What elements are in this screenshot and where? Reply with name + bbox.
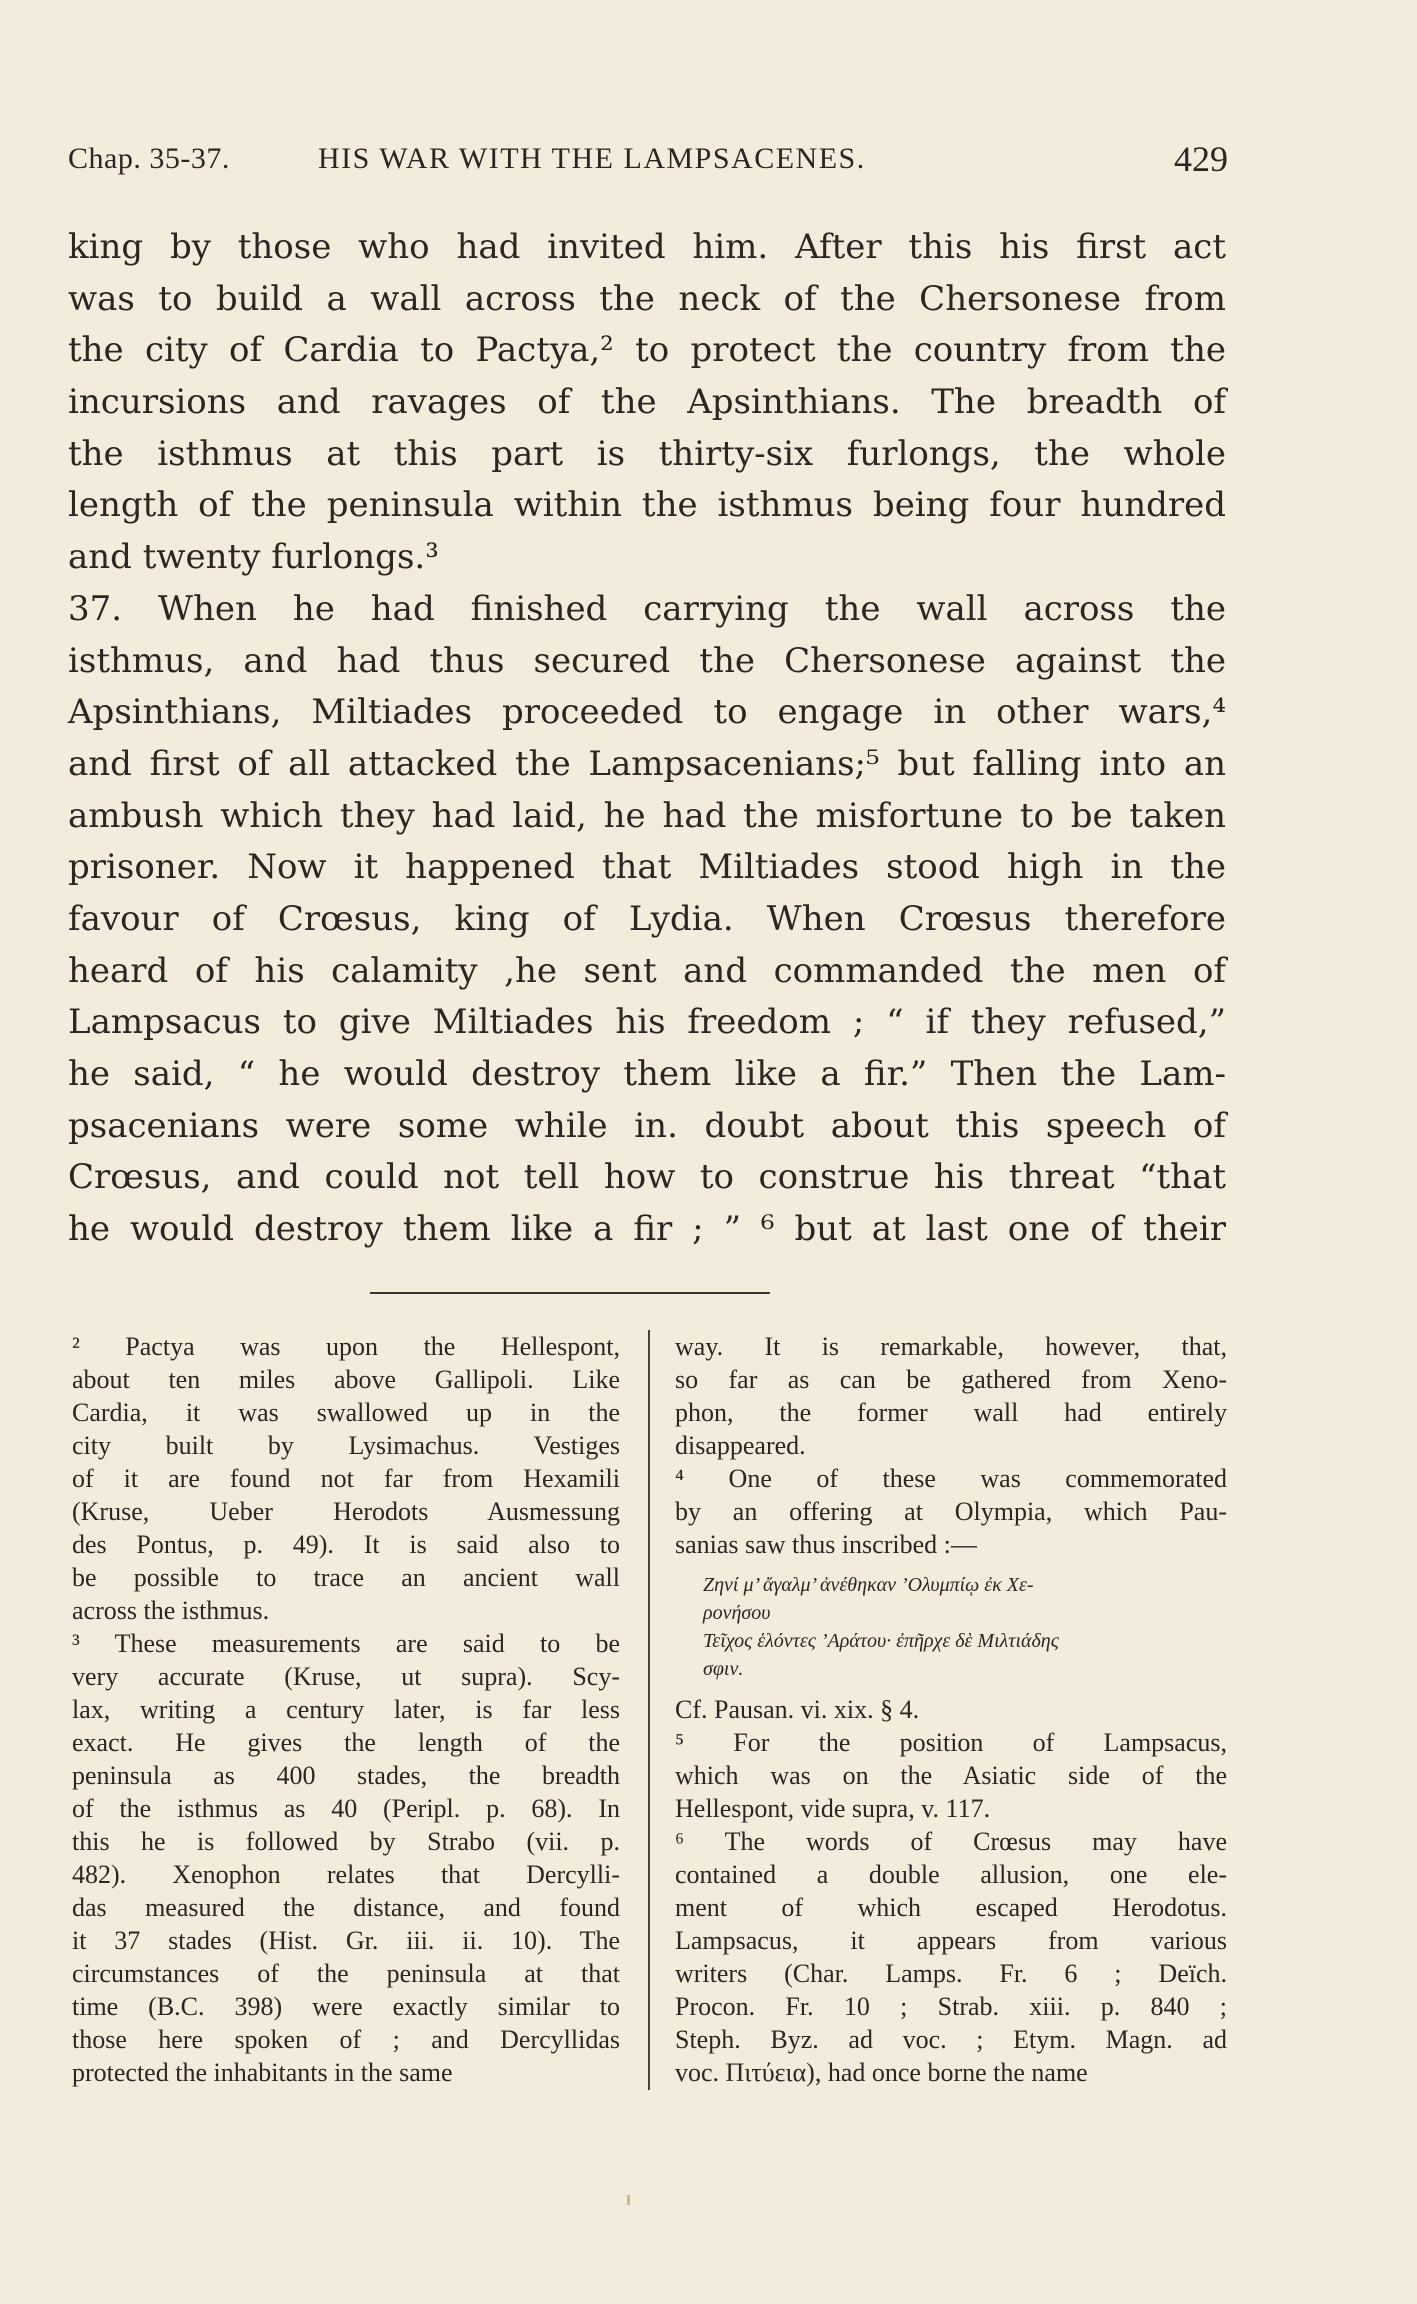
- footnote-line: across the isthmus.: [72, 1596, 270, 1625]
- footnote-line: disappeared.: [675, 1431, 806, 1460]
- greek-inscription-line: σφιν.: [703, 1658, 744, 1680]
- footnote-line: be possible to trace an ancient wall: [72, 1563, 620, 1592]
- text-line: Crœsus, and could not tell how to construe his threat “that: [68, 1157, 1226, 1198]
- footnote-line: Hellespont, vide supra, v. 117.: [675, 1794, 991, 1823]
- footnote-line: which was on the Asiatic side of the: [675, 1761, 1227, 1790]
- footnote-line: very accurate (Kruse, ut supra). Scy-: [72, 1662, 620, 1691]
- text-line: he said, “ he would destroy them like a fir.” Then the Lam-: [68, 1054, 1226, 1094]
- footnote-line: of the isthmus as 40 (Peripl. p. 68). In: [72, 1794, 620, 1823]
- footnote-line: contained a double allusion, one ele-: [675, 1860, 1227, 1889]
- spacer: [675, 1561, 1227, 1571]
- footnote-rule: [370, 1292, 770, 1294]
- greek-inscription-line: Τεῖχος ἑλόντες ’Αράτου· ἐπῆρχε δὲ Μιλτιάδης: [703, 1630, 1059, 1652]
- footnote-line: ⁶ The words of Crœsus may have: [675, 1827, 1227, 1856]
- text-line: psacenians were some while in. doubt about this speech of: [68, 1105, 1226, 1146]
- text-line: Apsinthians, Miltiades proceeded to engage in other wars,⁴: [68, 692, 1226, 733]
- footnotes-right-column: [675, 1330, 1227, 2089]
- text-line: heard of his calamity ,he sent and commanded the men of: [68, 950, 1226, 991]
- footnote-line: lax, writing a century later, is far less: [72, 1695, 620, 1724]
- footnote-line: way. It is remarkable, however, that,: [675, 1332, 1227, 1361]
- footnote-line: by an offering at Olympia, which Pau-: [675, 1497, 1227, 1526]
- footnote-line: des Pontus, p. 49). It is said also to: [72, 1530, 620, 1559]
- footnotes-left-column: [72, 1330, 620, 2089]
- main-text: [68, 222, 1226, 1256]
- text-line: isthmus, and had thus secured the Chersonese against the: [68, 640, 1226, 681]
- footnote-line: of it are found not far from Hexamili: [72, 1464, 620, 1493]
- text-line: prisoner. Now it happened that Miltiades stood high in the: [68, 847, 1226, 888]
- footnote-line: ment of which escaped Herodotus.: [675, 1893, 1227, 1922]
- text-line: king by those who had invited him. After this his first act: [68, 227, 1226, 267]
- footnote-line: 482). Xenophon relates that Dercylli-: [72, 1860, 620, 1889]
- running-title: HIS WAR WITH THE LAMPSACENES.: [318, 142, 866, 175]
- footnote-line: those here spoken of ; and Dercyllidas: [72, 2025, 620, 2054]
- text-line: he would destroy them like a fir ; ” ⁶ but at last one of their: [68, 1209, 1226, 1250]
- footnote-line: (Kruse, Ueber Herodots Ausmessung: [72, 1497, 620, 1526]
- text-line: was to build a wall across the neck of the Chersonese from: [68, 278, 1226, 319]
- page-number: 429: [1174, 139, 1228, 179]
- spacer: [675, 1683, 1227, 1693]
- footnote-line: protected the inhabitants in the same: [72, 2058, 453, 2087]
- footnote-line: voc. Πιτύεια), had once borne the name: [675, 2058, 1088, 2087]
- footnote-line: Procon. Fr. 10 ; Strab. xiii. p. 840 ;: [675, 1992, 1227, 2021]
- chapter-reference: Chap. 35-37.: [68, 142, 230, 175]
- footnote-column-divider: [648, 1330, 650, 2090]
- footnote-line: it 37 stades (Hist. Gr. iii. ii. 10). The: [72, 1926, 620, 1955]
- greek-inscription-line: Ζηνί μ’ ἄγαλμ’ ἀνέθηκαν ’Ολυμπίῳ ἐκ Χε-: [703, 1574, 1034, 1596]
- footnote-line: so far as can be gathered from Xeno-: [675, 1365, 1227, 1394]
- text-line: favour of Crœsus, king of Lydia. When Crœsus therefore: [68, 898, 1226, 939]
- footnote-line: city built by Lysimachus. Vestiges: [72, 1431, 620, 1460]
- text-line: the city of Cardia to Pactya,² to protect the country from the: [68, 330, 1226, 371]
- footnote-line: ⁵ For the position of Lampsacus,: [675, 1728, 1227, 1757]
- footnote-line: exact. He gives the length of the: [72, 1728, 620, 1757]
- footnote-line: this he is followed by Strabo (vii. p.: [72, 1827, 620, 1856]
- footnote-line: Cardia, it was swallowed up in the: [72, 1398, 620, 1427]
- footnote-line: sanias saw thus inscribed :—: [675, 1530, 977, 1559]
- text-line: ambush which they had laid, he had the misfortune to be taken: [68, 795, 1226, 836]
- footnote-line: ³ These measurements are said to be: [72, 1629, 620, 1658]
- footnote-line: phon, the former wall had entirely: [675, 1398, 1227, 1427]
- running-header: [68, 138, 1228, 182]
- text-line: and twenty furlongs.³: [68, 537, 439, 578]
- footnote-line: writers (Char. Lamps. Fr. 6 ; Deïch.: [675, 1959, 1227, 1988]
- footnote-line: time (B.C. 398) were exactly similar to: [72, 1992, 620, 2021]
- text-line: incursions and ravages of the Apsinthians. The breadth of: [68, 382, 1226, 423]
- text-line: length of the peninsula within the isthmus being four hundred: [68, 485, 1226, 526]
- text-line: the isthmus at this part is thirty-six furlongs, the whole: [68, 433, 1226, 474]
- ink-mark: [627, 2195, 630, 2205]
- footnote-line: about ten miles above Gallipoli. Like: [72, 1365, 620, 1394]
- footnote-line: ² Pactya was upon the Hellespont,: [72, 1332, 620, 1361]
- footnote-line: circumstances of the peninsula at that: [72, 1959, 620, 1988]
- footnote-line: das measured the distance, and found: [72, 1893, 620, 1922]
- footnote-line: Cf. Pausan. vi. xix. § 4.: [675, 1695, 920, 1724]
- footnote-line: Steph. Byz. ad voc. ; Etym. Magn. ad: [675, 2025, 1227, 2054]
- text-line: Lampsacus to give Miltiades his freedom ; “ if they refused,”: [68, 1002, 1226, 1043]
- text-line: 37. When he had finished carrying the wall across the: [68, 588, 1226, 629]
- text-line: and first of all attacked the Lampsacenians;⁵ but falling into an: [68, 743, 1226, 784]
- greek-inscription-line: ρονήσου: [703, 1602, 771, 1624]
- footnote-line: peninsula as 400 stades, the breadth: [72, 1761, 620, 1790]
- footnote-line: ⁴ One of these was commemorated: [675, 1464, 1227, 1493]
- footnote-line: Lampsacus, it appears from various: [675, 1926, 1227, 1955]
